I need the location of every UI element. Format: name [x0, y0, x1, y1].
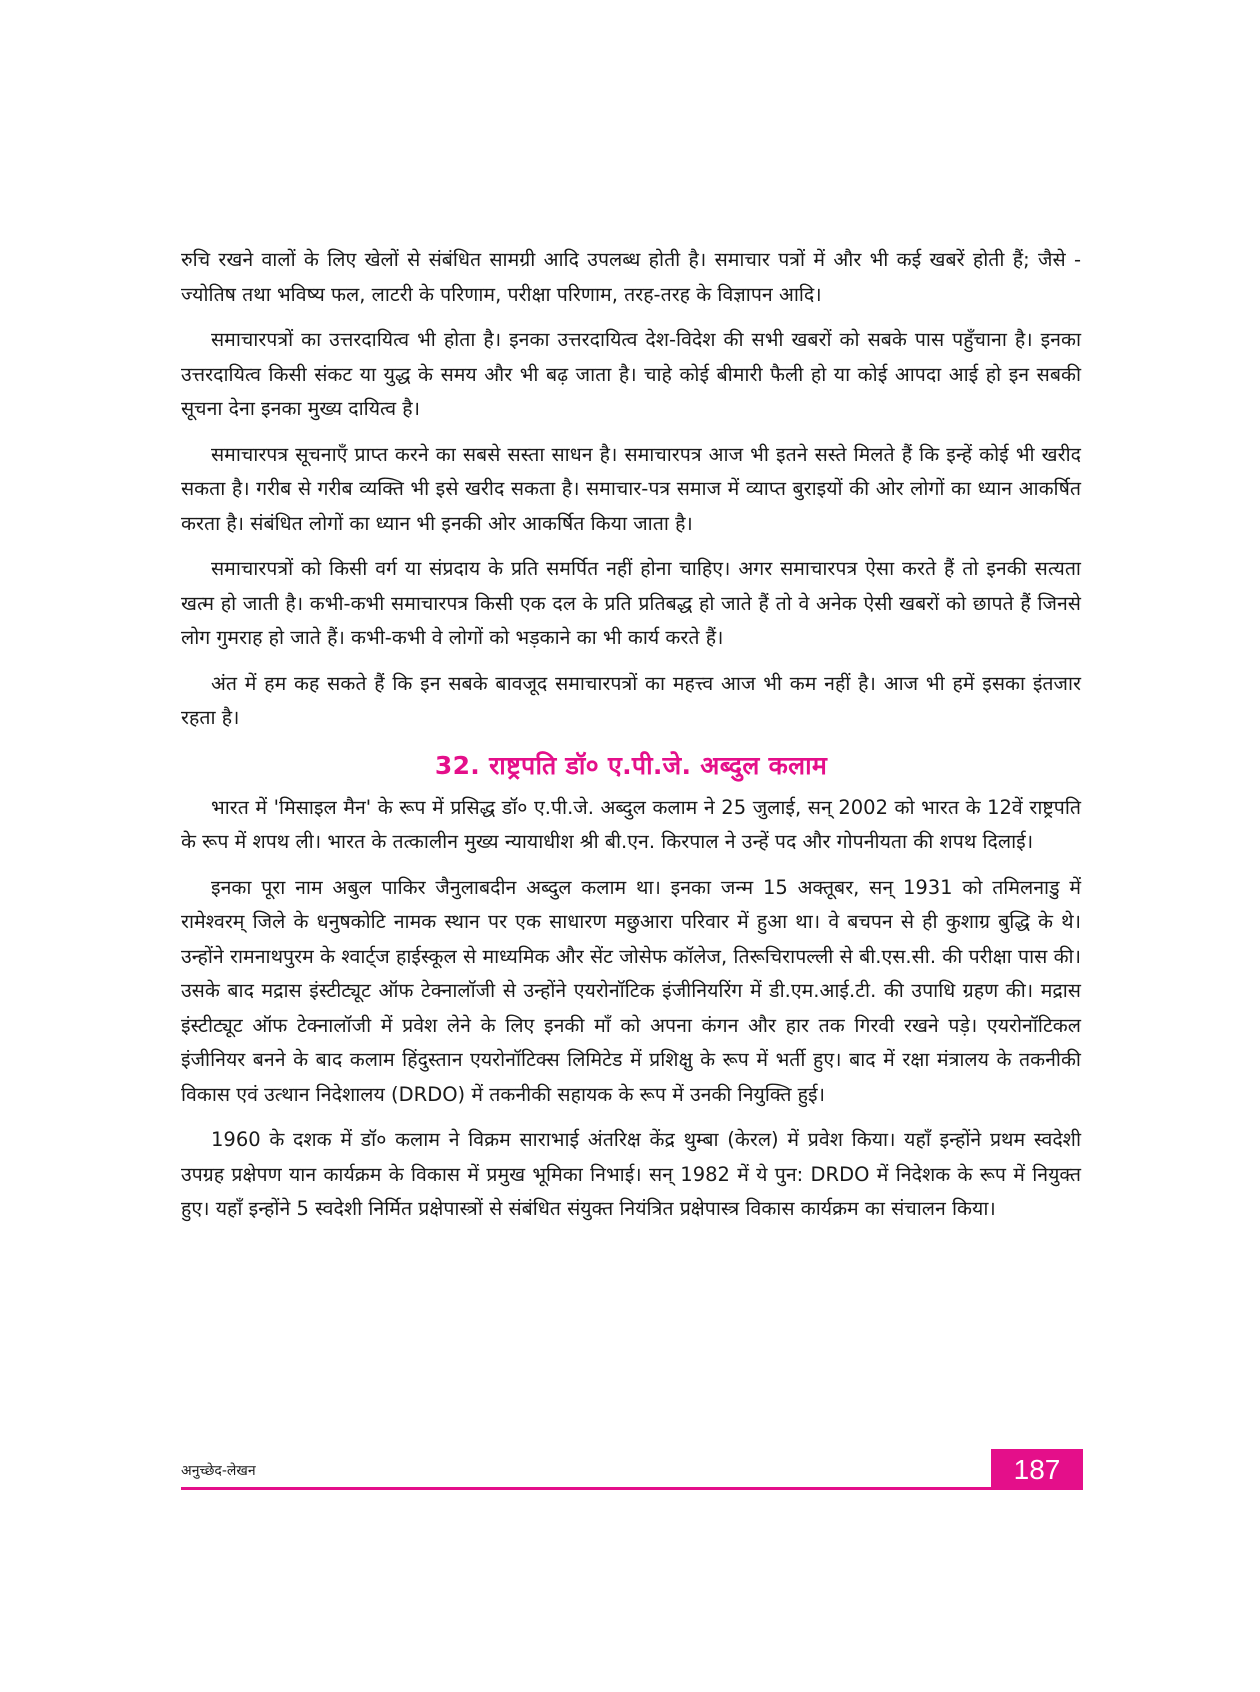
page-footer — [181, 1449, 1083, 1493]
paragraph-sports-content: रुचि रखने वालों के लिए खेलों से संबंधित सामग्री आदि उपलब्ध होती है। समाचार पत्रों में और भी कई खबरें होती हैं; जैसे - ज्योतिष तथा भविष्य फल, लाटरी के परिणाम, परीक्षा परिणाम, तरह-तरह के विज्ञापन आदि। — [181, 248, 1081, 306]
page-number: 187 — [991, 1449, 1083, 1490]
paragraph-kalam-career: 1960 के दशक में डॉ० कलाम ने विक्रम साराभाई अंतरिक्ष केंद्र थुम्बा (केरल) में प्रवेश किया। यहाँ इन्होंने प्रथम स्वदेशी उपग्रह प्रक्षेपण यान कार्यक्रम के विकास में प्रमुख भूमिका निभाई। सन् 1982 में ये पुन: DRDO में निदेशक के रूप में नियुक्त हुए। यहाँ इन्होंने 5 स्वदेशी निर्मित प्रक्षेपास्त्रों से संबंधित संयुक्त नियंत्रित प्रक्षेपास्त्र विकास कार्यक्रम का संचालन किया। — [181, 1128, 1081, 1220]
section-heading: 32. राष्ट्रपति डॉ० ए.पी.जे. अब्दुल कलाम — [434, 750, 828, 780]
footer-divider — [181, 1487, 1083, 1490]
paragraph-newspaper-responsibility: समाचारपत्रों का उत्तरदायित्व भी होता है। इनका उत्तरदायित्व देश-विदेश की सभी खबरों को सबके पास पहुँचाना है। इनका उत्तरदायित्व किसी संकट या युद्ध के समय और भी बढ़ जाता है। चाहे कोई बीमारी फैली हो या कोई आपदा आई हो इन सबकी सूचना देना इनका मुख्य दायित्व है। — [181, 328, 1081, 420]
paragraph-newspaper-conclusion: अंत में हम कह सकते हैं कि इन सबके बावजूद समाचारपत्रों का महत्त्व आज भी कम नहीं है। आज भी हमें इसका इंतजार रहता है। — [181, 671, 1081, 729]
page-content — [181, 243, 1081, 1238]
paragraph-kalam-oath: भारत में 'मिसाइल मैन' के रूप में प्रसिद्ध डॉ० ए.पी.जे. अब्दुल कलाम ने 25 जुलाई, सन् 2002 को भारत के 12वें राष्ट्रपति के रूप में शपथ ली। भारत के तत्कालीन मुख्य न्यायाधीश श्री बी.एन. किरपाल ने उन्हें पद और गोपनीयता की शपथ दिलाई। — [181, 795, 1081, 853]
paragraph-newspaper-cheap: समाचारपत्र सूचनाएँ प्राप्त करने का सबसे सस्ता साधन है। समाचारपत्र आज भी इतने सस्ते मिलते हैं कि इन्हें कोई भी खरीद सकता है। गरीब से गरीब व्यक्ति भी इसे खरीद सकता है। समाचार-पत्र समाज में व्याप्त बुराइयों की ओर लोगों का ध्यान आकर्षित करता है। संबंधित लोगों का ध्यान भी इनकी ओर आकर्षित किया जाता है। — [181, 442, 1081, 535]
paragraph-kalam-early-life: इनका पूरा नाम अबुल पाकिर जैनुलाबदीन अब्दुल कलाम था। इनका जन्म 15 अक्तूबर, सन् 1931 को तमिलनाडु में रामेश्वरम् जिले के धनुषकोटि नामक स्थान पर एक साधारण मछुआरा परिवार में हुआ था। वे बचपन से ही कुशाग्र बुद्धि के थे। उन्होंने रामनाथपुरम के श्वार्ट्ज हाईस्कूल से माध्यमिक और सेंट जोसेफ कॉलेज, तिरूचिरापल्ली से बी.एस.सी. की परीक्षा पास की। उसके बाद मद्रास इंस्टीट्यूट ऑफ टेक्नालॉजी से उन्होंने एयरोनॉटिक इंजीनियरिंग में डी.एम.आई.टी. की उपाधि ग्रहण की। मद्रास इंस्टीट्यूट ऑफ टेक्नालॉजी में प्रवेश लेने के लिए इनकी माँ को अपना कंगन और हार तक गिरवी रखने पड़े। एयरोनॉटिकल इंजीनियर बनने के बाद कलाम हिंदुस्तान एयरोनॉटिक्स लिमिटेड में प्रशिक्षु के रूप में भर्ती हुए। बाद में रक्षा मंत्रालय के तकनीकी विकास एवं उत्थान निदेशालय (DRDO) में तकनीकी सहायक के रूप में उनकी नियुक्ति हुई। — [181, 875, 1081, 1106]
paragraph-newspaper-bias: समाचारपत्रों को किसी वर्ग या संप्रदाय के प्रति समर्पित नहीं होना चाहिए। अगर समाचारपत्र ऐसा करते हैं तो इनकी सत्यता खत्म हो जाती है। कभी-कभी समाचारपत्र किसी एक दल के प्रति प्रतिबद्ध हो जाते हैं तो वे अनेक ऐसी खबरों को छापते हैं जिनसे लोग गुमराह हो जाते हैं। कभी-कभी वे लोगों को भड़काने का भी कार्य करते हैं। — [181, 557, 1081, 649]
footer-chapter-label: अनुच्छेद-लेखन — [181, 1463, 256, 1479]
